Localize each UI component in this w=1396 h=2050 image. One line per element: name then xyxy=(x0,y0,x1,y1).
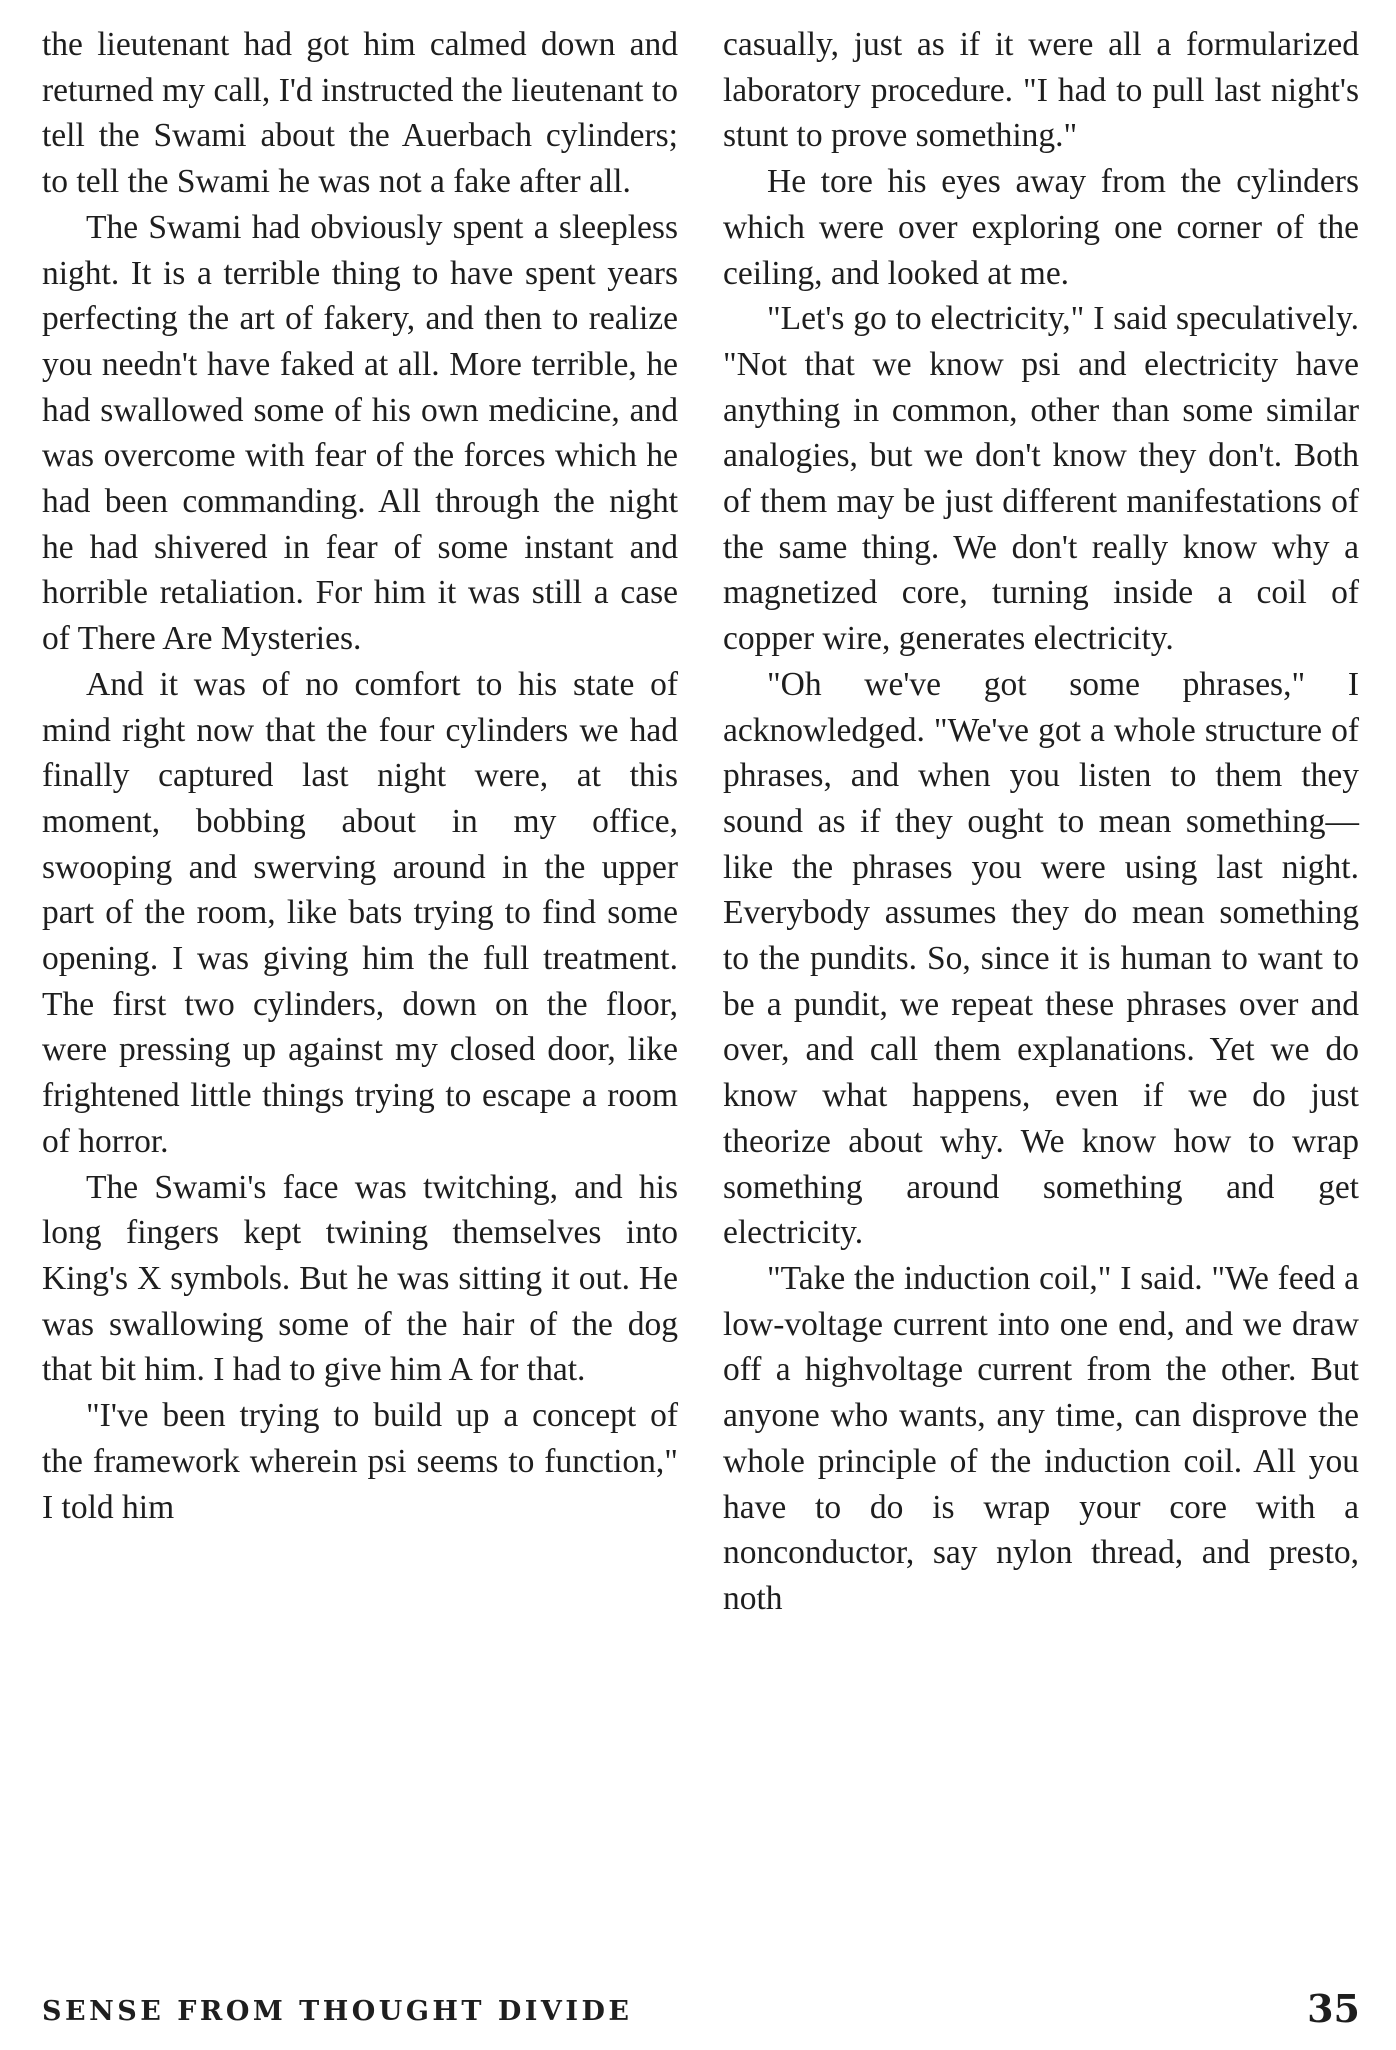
paragraph: He tore his eyes away from the cylinders which were over exploring one corner of the ceiling, and looked at me. xyxy=(723,163,1359,292)
paragraph: The Swami's face was twitching, and his long fingers kept twining themselves into King's X symbols. But he was sitting it out. He was swallowing some of the hair of the dog that bit him. I had to give him A for that. xyxy=(42,1168,678,1389)
paragraph: "Oh we've got some phrases," I acknowledged. "We've got a whole structure of phrases, and when you listen to them they sound as if they ought to mean something—like the phrases you were using last night. Everybody assumes they do mean something to the pundits. So, since it is human to want to be a pundit, we repeat these phrases over and over, and call them explanations. Yet we do know what happens, even if we do just theorize about why. We know how to wrap something around something and get electricity. xyxy=(723,665,1359,1252)
left-column xyxy=(42,22,678,1530)
paragraph-continued: the lieutenant had got him calmed down and returned my call, I'd instructed the lieutenant to tell the Swami about the Auerbach cylinders; to tell the Swami he was not a fake after all. xyxy=(42,26,678,201)
page-footer xyxy=(42,1986,1360,2040)
page-number: 35 xyxy=(1307,1986,1360,2031)
paragraph: "I've been trying to build up a concept of the framework wherein psi seems to function," I told him xyxy=(42,1397,678,1526)
paragraph: "Take the induction coil," I said. "We feed a low-voltage current into one end, and we draw off a highvoltage current from the other. But anyone who wants, any time, can disprove the whole principle of the induction coil. All you have to do is wrap your core with a nonconductor, say nylon thread, and presto, noth xyxy=(723,1259,1359,1617)
running-title: SENSE FROM THOUGHT DIVIDE xyxy=(42,1996,633,2027)
paragraph: And it was of no comfort to his state of mind right now that the four cylinders we had finally captured last night were, at this moment, bobbing about in my office, swooping and swerving around in the upper part of the room, like bats trying to find some opening. I was giving him the full treatment. The first two cylinders, down on the floor, were pressing up against my closed door, like frightened little things trying to escape a room of horror. xyxy=(42,665,678,1160)
paragraph-continued: casually, just as if it were all a formularized laboratory procedure. "I had to pull last night's stunt to prove something." xyxy=(723,26,1359,155)
paragraph: "Let's go to electricity," I said speculatively. "Not that we know psi and electricity have anything in common, other than some similar analogies, but we don't know they don't. Both of them may be just different manifestations of the same thing. We don't really know why a magnetized core, turning inside a coil of copper wire, generates electricity. xyxy=(723,300,1359,658)
right-column xyxy=(723,22,1359,1622)
paragraph: The Swami had obviously spent a sleepless night. It is a terrible thing to have spent years perfecting the art of fakery, and then to realize you needn't have faked at all. More terrible, he had swallowed some of his own medicine, and was overcome with fear of the forces which he had been commanding. All through the night he had shivered in fear of some instant and horrible retaliation. For him it was still a case of There Are Mysteries. xyxy=(42,208,678,658)
